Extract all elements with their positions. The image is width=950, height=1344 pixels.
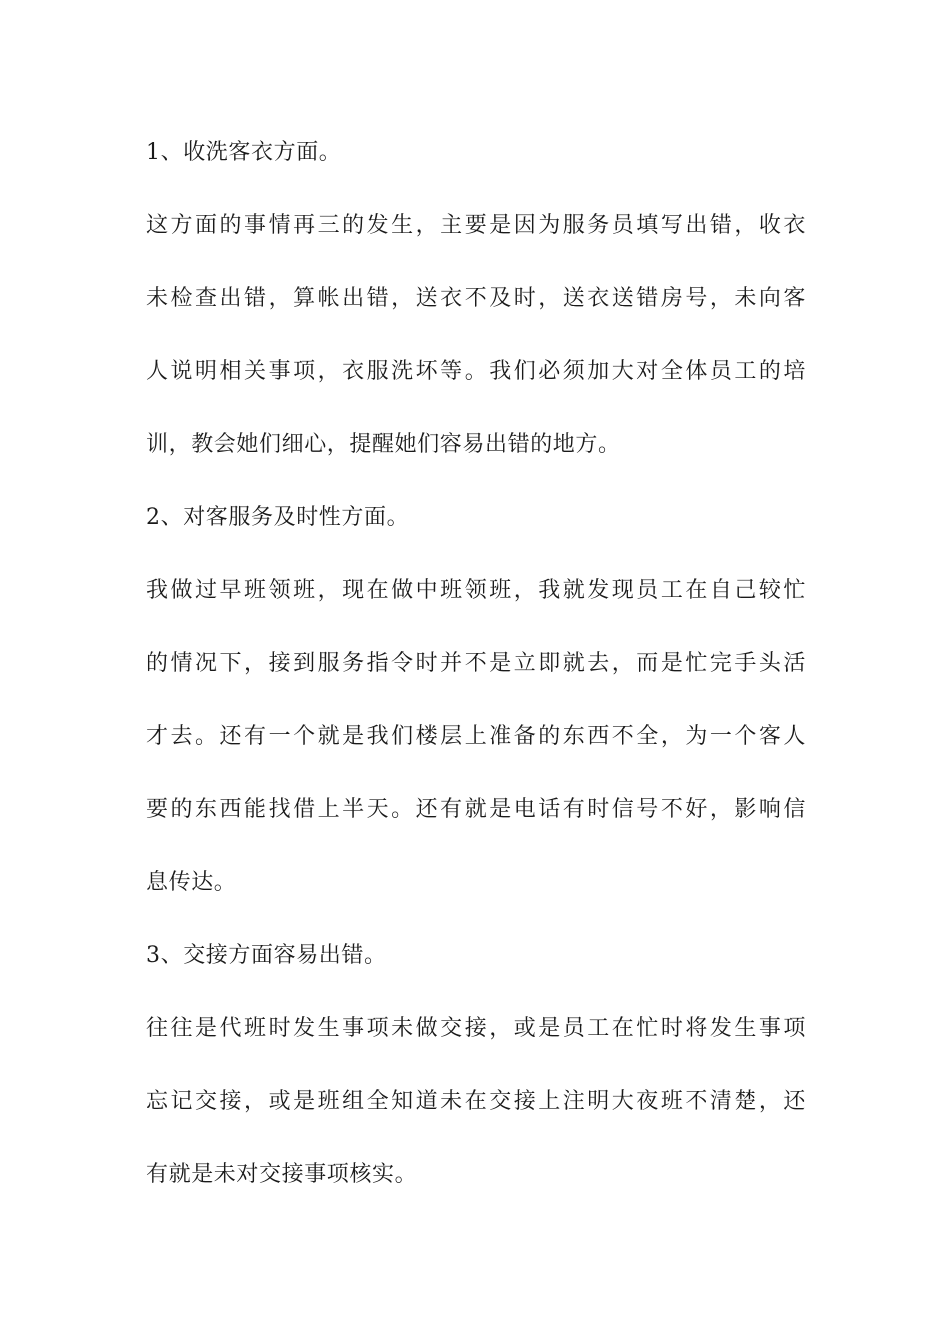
section-heading-1: 1、收洗客衣方面。 bbox=[146, 140, 342, 165]
paragraph-line: 未检查出错，算帐出错，送衣不及时，送衣送错房号，未向客 bbox=[146, 286, 806, 311]
paragraph-line: 忘记交接，或是班组全知道未在交接上注明大夜班不清楚，还 bbox=[146, 1089, 806, 1114]
section-heading-2: 2、对客服务及时性方面。 bbox=[146, 505, 410, 530]
paragraph-line: 才去。还有一个就是我们楼层上准备的东西不全，为一个客人 bbox=[146, 724, 806, 749]
paragraph-line: 人说明相关事项，衣服洗坏等。我们必须加大对全体员工的培 bbox=[146, 359, 806, 384]
paragraph-line: 往往是代班时发生事项未做交接，或是员工在忙时将发生事项 bbox=[146, 1016, 806, 1041]
section-heading-3: 3、交接方面容易出错。 bbox=[146, 943, 387, 968]
document-body bbox=[146, 130, 806, 1225]
paragraph-line: 我做过早班领班，现在做中班领班，我就发现员工在自己较忙 bbox=[146, 578, 806, 603]
paragraph-line: 的情况下，接到服务指令时并不是立即就去，而是忙完手头活 bbox=[146, 651, 806, 676]
paragraph-line: 有就是未对交接事项核实。 bbox=[146, 1162, 418, 1187]
section-paragraph-3 bbox=[146, 1006, 806, 1198]
paragraph-line: 训，教会她们细心，提醒她们容易出错的地方。 bbox=[146, 432, 621, 457]
paragraph-line: 息传达。 bbox=[146, 870, 237, 895]
section-paragraph-2 bbox=[146, 568, 806, 906]
paragraph-line: 这方面的事情再三的发生，主要是因为服务员填写出错，收衣 bbox=[146, 213, 806, 238]
section-paragraph-1 bbox=[146, 203, 806, 468]
paragraph-line: 要的东西能找借上半天。还有就是电话有时信号不好，影响信 bbox=[146, 797, 806, 822]
